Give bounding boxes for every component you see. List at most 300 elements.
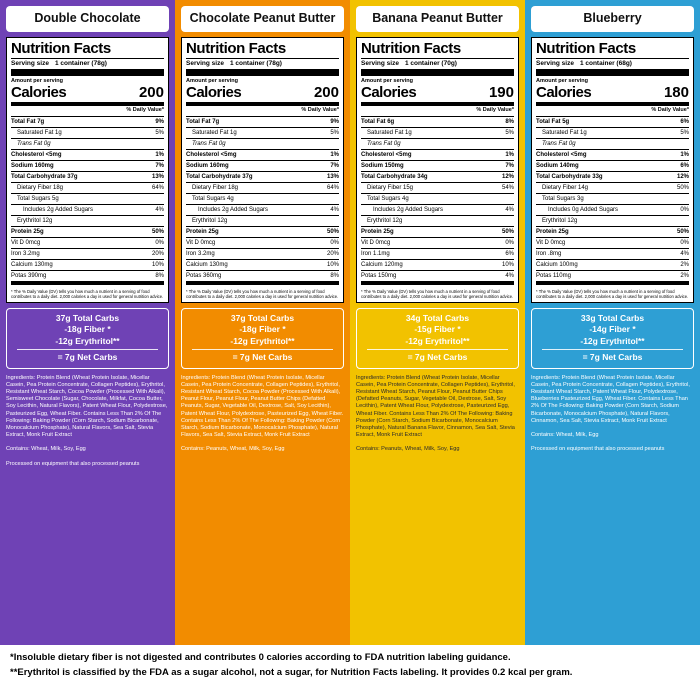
nutrient-dv: 6% — [680, 118, 689, 125]
nutrient-dv: 20% — [151, 250, 164, 257]
contains-text: Contains: Peanuts, Wheat, Milk, Soy, Egg — [181, 446, 285, 453]
row-divider — [536, 248, 689, 249]
serving-size-row — [186, 60, 339, 68]
nutrient-row — [361, 173, 514, 181]
nutrient-row — [11, 173, 164, 181]
nutrient-dv: 50% — [151, 228, 164, 235]
nutrient-dv: 8% — [155, 272, 164, 279]
nutrient-dv: 2% — [680, 272, 689, 279]
nutrient-row — [186, 228, 339, 236]
dv-footnote: * The % Daily Value (DV) tells you how much a nutrient in a serving of food contributes to a daily diet. 2,000 calories a day is used for general nutrition advice. — [361, 288, 514, 299]
row-divider — [11, 138, 164, 139]
row-divider — [361, 182, 514, 183]
nutrient-dv: 5% — [330, 129, 339, 136]
nutrient-dv: 1% — [505, 151, 514, 158]
nutrient-name: Vit D 0mcg — [536, 239, 566, 246]
nutrient-row — [11, 151, 164, 159]
nutrient-row — [361, 217, 514, 225]
nutrient-dv: 1% — [680, 151, 689, 158]
ingredients-block — [181, 375, 344, 642]
nutrient-name: Total Carbohydrate 33g — [536, 173, 603, 180]
nutrient-dv: 12% — [501, 173, 514, 180]
net-carbs-box — [531, 308, 694, 369]
nutrient-row — [536, 261, 689, 269]
nutrient-dv: 54% — [501, 184, 514, 191]
nutrient-name: Vit D 0mcg — [361, 239, 391, 246]
nutrient-dv: 4% — [330, 206, 339, 213]
calories-row — [536, 85, 689, 100]
nutrient-dv: 7% — [330, 162, 339, 169]
row-divider — [536, 215, 689, 216]
nutrient-row — [186, 184, 339, 192]
nutrient-dv: 9% — [155, 118, 164, 125]
nutrient-row — [11, 228, 164, 236]
nutrient-dv: 6% — [505, 250, 514, 257]
nutrient-name: Calcium 130mg — [11, 261, 53, 268]
nutrient-name: Trans Fat 0g — [192, 140, 226, 147]
nutrient-row — [11, 206, 164, 214]
nutrient-dv: 8% — [505, 118, 514, 125]
row-divider — [361, 193, 514, 194]
row-divider — [361, 127, 514, 128]
nutrient-dv: 7% — [505, 162, 514, 169]
flavor-title: Blueberry — [531, 6, 694, 32]
ingredients-text: Ingredients: Protein Blend (Wheat Protein Isolate, Micellar Casein, Pea Protein Concentrate, Collagen Peptides), Erythritol, Resistant Wheat Starch, Peanut Flour, Peanut Butter Chips (Defatted Peanuts, Sugar, Vegetable Oil, Dextrose, Salt, Soy Lecithin), Patent Wheat Flour, Polydextrose, Pasteurized Egg, Wheat Fiber. Contains Less Than 2% Of The Following: Baking Powder (Corn Starch, Sodium Bicarbonate, Monocalcium Phosphate), Natural Banana Flavor, Cinnamon, Sea Salt, Stevia Extract, Monk Fruit Extract — [356, 374, 515, 439]
nutrient-dv: 10% — [501, 261, 514, 268]
net-carbs-box — [181, 308, 344, 369]
flavor-title: Chocolate Peanut Butter — [181, 6, 344, 32]
nutrient-dv: 1% — [155, 151, 164, 158]
nutrient-dv: 64% — [326, 184, 339, 191]
nutrient-row — [186, 162, 339, 170]
row-divider — [186, 237, 339, 238]
row-divider — [186, 259, 339, 260]
calories-row — [11, 85, 164, 100]
total-carbs-line: 37g Total Carbs — [230, 312, 295, 323]
nutrient-row — [361, 250, 514, 258]
nutrient-dv: 0% — [680, 239, 689, 246]
net-carbs-line: = 7g Net Carbs — [57, 352, 118, 362]
contains-text: Contains: Wheat, Milk, Soy, Egg — [6, 446, 86, 453]
row-divider — [361, 226, 514, 227]
net-carbs-box — [356, 308, 519, 369]
nutrient-dv: 8% — [330, 272, 339, 279]
nutrient-name: Total Fat 7g — [186, 118, 220, 125]
nutrient-name: Includes 2g Added Sugars — [23, 206, 94, 213]
row-divider — [536, 226, 689, 227]
nutrient-name: Includes 2g Added Sugars — [373, 206, 444, 213]
nutrition-facts-panel — [531, 37, 694, 303]
nutrient-row — [11, 118, 164, 126]
nutrient-name: Trans Fat 0g — [542, 140, 576, 147]
erythritol-line: -12g Erythritol** — [580, 335, 645, 346]
nutrient-row — [361, 206, 514, 214]
row-divider — [186, 215, 339, 216]
row-divider — [536, 182, 689, 183]
nutrient-row — [536, 195, 689, 203]
row-divider — [536, 270, 689, 271]
nutrition-facts-panel — [6, 37, 169, 303]
ingredients-block — [6, 375, 169, 642]
row-divider — [11, 215, 164, 216]
nutrient-name: Potas 110mg — [536, 272, 571, 279]
serving-size-row — [361, 60, 514, 68]
daily-value-header: % Daily Value* — [301, 107, 339, 113]
nutrient-row — [536, 173, 689, 181]
erythritol-line: -12g Erythritol** — [405, 335, 470, 346]
daily-value-header: % Daily Value* — [476, 107, 514, 113]
nutrient-row — [536, 140, 689, 148]
nutrient-name: Total Sugars 5g — [17, 195, 59, 202]
fiber-line: -18g Fiber * — [64, 324, 111, 334]
nutrient-name: Protein 25g — [11, 228, 44, 235]
row-divider — [186, 127, 339, 128]
nutrient-row — [361, 272, 514, 280]
nutrient-row — [186, 272, 339, 280]
flavor-column — [350, 0, 525, 645]
nutrient-row — [361, 261, 514, 269]
contains-text: Contains: Peanuts, Wheat, Milk, Soy, Egg — [356, 446, 460, 453]
nutrient-row — [186, 250, 339, 258]
row-divider — [361, 270, 514, 271]
nutrient-name: Potas 150mg — [361, 272, 397, 279]
nutrient-row — [11, 184, 164, 192]
nutrient-name: Sodium 160mg — [186, 162, 229, 169]
nutrient-row — [536, 162, 689, 170]
row-divider — [11, 193, 164, 194]
nutrient-name: Total Fat 5g — [536, 118, 570, 125]
row-divider — [11, 171, 164, 172]
nutrient-name: Iron 3.2mg — [186, 250, 215, 257]
nutrient-dv: 2% — [680, 261, 689, 268]
nutrient-dv: 50% — [501, 228, 514, 235]
nutrient-row — [11, 195, 164, 203]
nutrient-name: Total Sugars 3g — [542, 195, 584, 202]
row-divider — [536, 193, 689, 194]
row-divider — [361, 149, 514, 150]
ingredients-text: Ingredients: Protein Blend (Wheat Protein Isolate, Micellar Casein, Pea Protein Concentrate, Collagen Peptides), Erythritol, Resistant Wheat Starch, Patent Wheat Flour, Polydextrose, Blueberries Pasteurized Egg, Wheat Fiber. Contains Less Than 2% Of The Following: Baking Powder (Corn Starch, Sodium Bicarbonate, Monocalcium Phosphate), Natural Flavors, Cinnamon, Sea Salt, Stevia Extract, Monk Fruit Extract — [531, 374, 690, 424]
nutrient-name: Saturated Fat 1g — [192, 129, 237, 136]
nutrient-dv: 64% — [151, 184, 164, 191]
nutrient-dv: 13% — [326, 173, 339, 180]
ingredients-block — [531, 375, 694, 642]
serving-size-value: 1 container (78g) — [229, 60, 282, 67]
serving-size-label: Serving size — [186, 60, 224, 67]
nutrient-row — [11, 250, 164, 258]
nutrient-row — [361, 129, 514, 137]
nutrient-name: Trans Fat 0g — [17, 140, 51, 147]
serving-size-value: 1 container (68g) — [579, 60, 632, 67]
nutrient-name: Total Carbohydrate 34g — [361, 173, 428, 180]
row-divider — [536, 237, 689, 238]
row-divider — [361, 160, 514, 161]
ingredients-text: Ingredients: Protein Blend (Wheat Protein Isolate, Micellar Casein, Pea Protein Concentrate, Collagen Peptides), Erythritol, Resistant Wheat Starch, Cocoa Powder (Processed With Alkali), Semisweet Chocolate (Sugar, Chocolate, Milkfat, Cocoa Butter, Soy Lecithin, Natural Flavors), Patent Wheat Flour, Polydextrose, Pasteurized Egg, Wheat Fiber. Contains Less Than 2% Of The Following: Baking Powder (Corn Starch, Sodium Bicarbonate, Monocalcium Phosphate), Natural Flavors, Sea Salt, Stevia Extract, Monk Fruit Extract — [6, 374, 168, 439]
nutrient-row — [361, 162, 514, 170]
nutrient-name: Trans Fat 0g — [367, 140, 401, 147]
nutrient-name: Total Fat 6g — [361, 118, 395, 125]
calories-value: 200 — [138, 84, 164, 101]
calories-row — [186, 85, 339, 100]
dv-footnote: * The % Daily Value (DV) tells you how much a nutrient in a serving of food contributes to a daily diet. 2,000 calories a day is used for general nutrition advice. — [186, 288, 339, 299]
serving-size-label: Serving size — [361, 60, 399, 67]
nutrient-name: Calcium 130mg — [186, 261, 228, 268]
nutrient-dv: 9% — [330, 118, 339, 125]
nutrient-name: Vit D 0mcg — [11, 239, 41, 246]
nutrient-dv: 0% — [505, 239, 514, 246]
nutrient-name: Dietary Fiber 18g — [17, 184, 64, 191]
flavor-title: Banana Peanut Butter — [356, 6, 519, 32]
calories-value: 200 — [313, 84, 339, 101]
ingredients-text: Ingredients: Protein Blend (Wheat Protein Isolate, Micellar Casein, Pea Protein Concentrate, Collagen Peptides), Erythritol, Resistant Wheat Starch, Cocoa Powder (Processed With Alkali), Peanut Flour, Peanut Flour, Peanut Butter Chips (Defatted Peanuts, Sugar, Vegetable Oil, Dextrose, Salt, Soy Lecithin), Patent Wheat Flour, Polydextrose, Pasteurized Egg, Wheat Fiber. Contains Less Than 2% Of The Following: Baking Powder (Corn Starch, Sodium Bicarbonate, Monocalcium Phosphate), Natural Flavors, Sea Salt, Stevia Extract, Monk Fruit Extract — [181, 374, 344, 439]
nutrient-row — [186, 195, 339, 203]
nutrient-name: Calcium 100mg — [536, 261, 578, 268]
row-divider — [361, 116, 514, 117]
amount-per-serving-label: Amount per serving — [536, 77, 588, 84]
nutrient-row — [361, 239, 514, 247]
row-divider — [186, 204, 339, 205]
nutrient-name: Total Carbohydrate 37g — [11, 173, 78, 180]
nutrient-row — [536, 272, 689, 280]
row-divider — [536, 127, 689, 128]
nutrient-name: Protein 25g — [361, 228, 394, 235]
nutrient-dv: 0% — [155, 239, 164, 246]
nutrient-dv: 4% — [680, 250, 689, 257]
total-carbs-line: 34g Total Carbs — [405, 312, 470, 323]
row-divider — [536, 160, 689, 161]
net-carbs-line: = 7g Net Carbs — [582, 352, 643, 362]
row-divider — [186, 116, 339, 117]
row-divider — [186, 138, 339, 139]
nutrient-dv: 7% — [155, 162, 164, 169]
row-divider — [11, 160, 164, 161]
row-divider — [536, 259, 689, 260]
fiber-line: -14g Fiber * — [589, 324, 636, 334]
serving-size-label: Serving size — [536, 60, 574, 67]
row-divider — [186, 160, 339, 161]
nutrient-name: Cholesterol <5mg — [536, 151, 587, 158]
nutrient-name: Cholesterol <5mg — [11, 151, 62, 158]
calories-label: Calories — [536, 84, 592, 101]
row-divider — [536, 204, 689, 205]
net-carbs-box — [6, 308, 169, 369]
erythritol-line: -12g Erythritol** — [230, 335, 295, 346]
nutrient-name: Dietary Fiber 15g — [367, 184, 414, 191]
nutrient-name: Protein 25g — [186, 228, 219, 235]
nutrient-row — [536, 118, 689, 126]
row-divider — [11, 182, 164, 183]
nutrient-name: Sodium 160mg — [11, 162, 54, 169]
net-carbs-line: = 7g Net Carbs — [232, 352, 293, 362]
dv-footnote: * The % Daily Value (DV) tells you how much a nutrient in a serving of food contributes to a daily diet. 2,000 calories a day is used for general nutrition advice. — [536, 288, 689, 299]
flavor-column — [525, 0, 700, 645]
row-divider — [186, 182, 339, 183]
nutrient-name: Vit D 0mcg — [186, 239, 216, 246]
nutrient-row — [536, 250, 689, 258]
processed-text: Processed on equipment that also processed peanuts — [6, 460, 140, 467]
nutrient-row — [11, 261, 164, 269]
calories-value: 180 — [663, 84, 689, 101]
nutrient-dv: 50% — [676, 184, 689, 191]
nutrient-name: Erythritol 12g — [192, 217, 228, 224]
row-divider — [186, 248, 339, 249]
footnotes — [0, 645, 700, 700]
nutrient-dv: 50% — [326, 228, 339, 235]
nutrient-dv: 4% — [155, 206, 164, 213]
nutrient-row — [361, 151, 514, 159]
nutrient-dv: 5% — [680, 129, 689, 136]
nutrient-row — [11, 162, 164, 170]
serving-size-value: 1 container (78g) — [54, 60, 107, 67]
nutrition-facts-heading: Nutrition Facts — [11, 40, 111, 57]
calories-row — [361, 85, 514, 100]
row-divider — [361, 138, 514, 139]
contains-text: Contains: Wheat, Milk, Egg — [531, 431, 599, 438]
nutrient-row — [361, 140, 514, 148]
nutrient-dv: 4% — [505, 272, 514, 279]
row-divider — [186, 270, 339, 271]
amount-per-serving-label: Amount per serving — [186, 77, 238, 84]
row-divider — [536, 138, 689, 139]
nutrient-row — [536, 184, 689, 192]
row-divider — [11, 127, 164, 128]
nutrient-dv: 0% — [330, 239, 339, 246]
amount-per-serving-label: Amount per serving — [361, 77, 413, 84]
nutrient-dv: 10% — [151, 261, 164, 268]
nutrient-name: Erythritol 12g — [17, 217, 53, 224]
row-divider — [536, 149, 689, 150]
nutrient-row — [11, 140, 164, 148]
nutrient-row — [186, 151, 339, 159]
nutrient-dv: 1% — [330, 151, 339, 158]
nutrient-name: Protein 25g — [536, 228, 569, 235]
nutrition-facts-heading: Nutrition Facts — [361, 40, 461, 57]
footnote-erythritol: **Erythritol is classified by the FDA as a sugar alcohol, not a sugar, for Nutrition Facts labeling. It provides 0.2 kcal per gram. — [10, 667, 573, 678]
nutrient-row — [186, 129, 339, 137]
nutrient-name: Erythritol 12g — [542, 217, 578, 224]
nutrient-row — [186, 217, 339, 225]
nutrient-dv: 50% — [676, 228, 689, 235]
nutrient-dv: 5% — [505, 129, 514, 136]
nutrient-dv: 10% — [326, 261, 339, 268]
flavor-column — [0, 0, 175, 645]
nutrition-facts-heading: Nutrition Facts — [536, 40, 636, 57]
nutrient-dv: 4% — [505, 206, 514, 213]
nutrient-name: Saturated Fat 1g — [542, 129, 587, 136]
row-divider — [361, 171, 514, 172]
row-divider — [361, 215, 514, 216]
nutrient-name: Sodium 150mg — [361, 162, 404, 169]
serving-size-label: Serving size — [11, 60, 49, 67]
nutrient-row — [361, 228, 514, 236]
nutrient-name: Total Carbohydrate 37g — [186, 173, 253, 180]
nutrient-dv: 6% — [680, 162, 689, 169]
calories-value: 190 — [488, 84, 514, 101]
net-carbs-line: = 7g Net Carbs — [407, 352, 468, 362]
row-divider — [536, 171, 689, 172]
nutrient-row — [361, 118, 514, 126]
nutrient-name: Iron 3.2mg — [11, 250, 40, 257]
nutrient-name: Includes 2g Added Sugars — [198, 206, 269, 213]
nutrient-name: Potas 390mg — [11, 272, 47, 279]
nutrient-name: Total Sugars 4g — [367, 195, 409, 202]
dv-footnote: * The % Daily Value (DV) tells you how much a nutrient in a serving of food contributes to a daily diet. 2,000 calories a day is used for general nutrition advice. — [11, 288, 164, 299]
nutrient-row — [186, 239, 339, 247]
nutrient-row — [536, 239, 689, 247]
flavor-title: Double Chocolate — [6, 6, 169, 32]
serving-size-value: 1 container (70g) — [404, 60, 457, 67]
row-divider — [186, 193, 339, 194]
row-divider — [11, 259, 164, 260]
nutrient-row — [361, 184, 514, 192]
nutrient-row — [536, 228, 689, 236]
row-divider — [186, 149, 339, 150]
row-divider — [11, 270, 164, 271]
serving-size-row — [536, 60, 689, 68]
row-divider — [11, 116, 164, 117]
calories-label: Calories — [361, 84, 417, 101]
nutrient-row — [11, 272, 164, 280]
nutrient-row — [186, 118, 339, 126]
nutrient-row — [536, 206, 689, 214]
row-divider — [11, 248, 164, 249]
amount-per-serving-label: Amount per serving — [11, 77, 63, 84]
row-divider — [361, 237, 514, 238]
calories-label: Calories — [11, 84, 67, 101]
nutrient-dv: 0% — [680, 206, 689, 213]
flavor-column — [175, 0, 350, 645]
nutrient-dv: 20% — [326, 250, 339, 257]
nutrient-row — [11, 239, 164, 247]
daily-value-header: % Daily Value* — [126, 107, 164, 113]
nutrient-dv: 5% — [155, 129, 164, 136]
nutrient-row — [186, 140, 339, 148]
footnote-insoluble-fiber: *Insoluble dietary fiber is not digested and contributes 0 calories according to FDA nutrition labeling guidance. — [10, 652, 511, 663]
nutrient-dv: 13% — [151, 173, 164, 180]
nutrient-row — [186, 173, 339, 181]
row-divider — [11, 204, 164, 205]
nutrient-name: Total Sugars 4g — [192, 195, 234, 202]
nutrient-name: Calcium 120mg — [361, 261, 403, 268]
serving-size-row — [11, 60, 164, 68]
nutrient-name: Saturated Fat 1g — [367, 129, 412, 136]
daily-value-header: % Daily Value* — [651, 107, 689, 113]
nutrient-name: Cholesterol <5mg — [361, 151, 412, 158]
nutrient-row — [361, 195, 514, 203]
row-divider — [361, 204, 514, 205]
processed-text: Processed on equipment that also processed peanuts — [531, 446, 665, 453]
calories-label: Calories — [186, 84, 242, 101]
row-divider — [186, 171, 339, 172]
row-divider — [11, 237, 164, 238]
row-divider — [361, 259, 514, 260]
nutrition-facts-panel — [356, 37, 519, 303]
nutrient-name: Potas 360mg — [186, 272, 222, 279]
nutrient-name: Cholesterol <5mg — [186, 151, 237, 158]
total-carbs-line: 37g Total Carbs — [55, 312, 120, 323]
total-carbs-line: 33g Total Carbs — [580, 312, 645, 323]
nutrition-facts-panel — [181, 37, 344, 303]
nutrient-name: Iron .8mg — [536, 250, 562, 257]
erythritol-line: -12g Erythritol** — [55, 335, 120, 346]
fiber-line: -18g Fiber * — [239, 324, 286, 334]
nutrient-name: Sodium 140mg — [536, 162, 579, 169]
row-divider — [361, 248, 514, 249]
fiber-line: -15g Fiber * — [414, 324, 461, 334]
nutrient-row — [11, 129, 164, 137]
nutrient-row — [186, 261, 339, 269]
nutrient-name: Dietary Fiber 14g — [542, 184, 589, 191]
nutrient-name: Iron 1.1mg — [361, 250, 390, 257]
